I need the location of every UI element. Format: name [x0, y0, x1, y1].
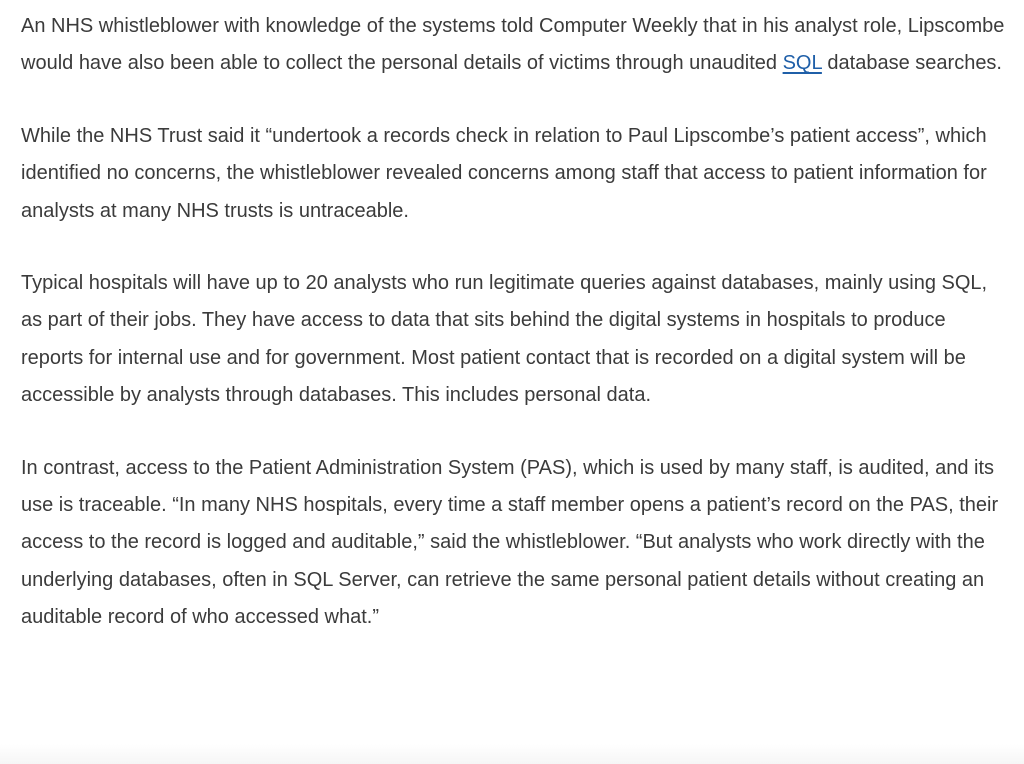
article-body: [21, 8, 1006, 672]
bottom-fade: [0, 744, 1024, 764]
sql-link[interactable]: SQL: [782, 52, 822, 75]
paragraph-1-text-end: database searches.: [821, 52, 1002, 75]
paragraph-typical-hospitals: Typical hospitals will have up to 20 analysts who run legitimate queries against databases, mainly using SQL, as part of their jobs. They have access to data that sits behind the digital systems in hospitals to produce reports for internal use and for government. Most patient contact that is recorded on a digital system will be accessible by analysts through databases. This includes personal data.: [21, 272, 988, 407]
paragraph-1-text-start: An NHS whistleblower with knowledge of the systems told Computer Weekly that in his analyst role, Lipscombe would have also been able to collect the personal details of victims through unaudited: [21, 15, 1005, 75]
paragraph-pas-audited: In contrast, access to the Patient Administration System (PAS), which is used by many staff, is audited, and its use is traceable. “In many NHS hospitals, every time a staff member opens a patient’s record on the PAS, their access to the record is logged and auditable,” said the whistleblower. “But analysts who work directly with the underlying databases, often in SQL Server, can retrieve the same personal patient details without creating an auditable record of who accessed what.”: [21, 456, 999, 629]
paragraph-records-check: While the NHS Trust said it “undertook a records check in relation to Paul Lipscombe’s patient access”, which identified no concerns, the whistleblower revealed concerns among staff that access to patient information for analysts at many NHS trusts is untraceable.: [21, 124, 987, 222]
paragraph-sql-searches: [21, 8, 1006, 83]
